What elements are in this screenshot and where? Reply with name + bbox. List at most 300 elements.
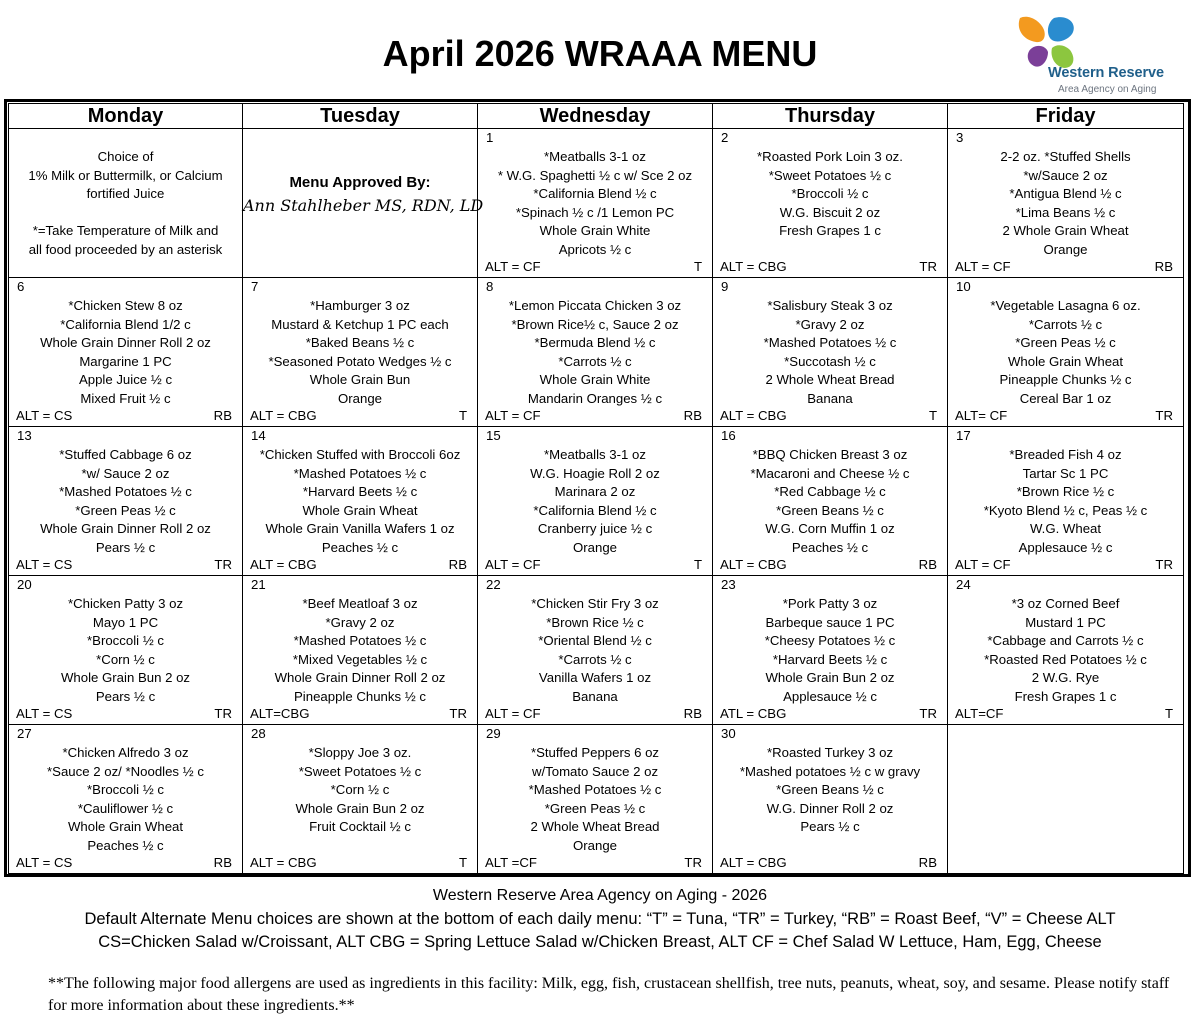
menu-item: Peaches ½ c	[791, 539, 869, 555]
cell-content	[478, 725, 712, 873]
menu-item: w/Tomato Sauce 2 oz	[531, 763, 659, 779]
menu-item: *Sauce 2 oz/ *Noodles ½ c	[47, 763, 204, 779]
menu-items	[249, 595, 471, 706]
approval-label: Menu Approved By:	[289, 174, 431, 191]
menu-item: Orange	[573, 837, 617, 853]
alternate-label: ALT = CF	[485, 557, 541, 572]
cell-content	[478, 129, 712, 277]
menu-items	[954, 595, 1177, 706]
cell-content	[478, 278, 712, 426]
week-row	[9, 576, 1184, 725]
menu-item: *California Blend 1/2 c	[60, 316, 191, 332]
menu-items	[719, 744, 941, 837]
menu-item: Whole Grain Vanilla Wafers 1 oz	[265, 521, 455, 536]
menu-item: Banana	[807, 390, 853, 406]
day-number: 16	[721, 428, 736, 443]
cell-content	[478, 576, 712, 724]
alternate-label: ALT = CBG	[720, 855, 787, 870]
menu-item: *Chicken Stew 8 oz	[68, 298, 183, 313]
alternate-code: T	[1164, 706, 1173, 721]
menu-item: *Pork Patty 3 oz	[782, 596, 878, 611]
day-cell	[478, 576, 713, 725]
menu-calendar	[8, 103, 1184, 874]
day-number: 3	[956, 130, 964, 145]
cell-content	[713, 725, 947, 873]
menu-item: *Broccoli ½ c	[87, 782, 164, 797]
weekday-header-row	[9, 104, 1184, 129]
menu-item: Apricots ½ c	[558, 241, 632, 257]
menu-item: Cranberry juice ½ c	[537, 521, 653, 536]
intro-line: Choice of	[97, 149, 154, 164]
alternate-code: T	[693, 259, 702, 274]
day-cell	[478, 427, 713, 576]
menu-item: Mustard 1 PC	[1025, 614, 1106, 630]
menu-item: *Red Cabbage ½ c	[774, 484, 886, 499]
alternate-label: ALT = CF	[955, 557, 1011, 572]
alternate-label: ALT = CF	[485, 259, 541, 274]
menu-items	[15, 744, 236, 855]
menu-item: *Chicken Stuffed with Broccoli 6oz	[259, 447, 461, 462]
menu-item: Cereal Bar 1 oz	[1019, 390, 1112, 406]
alternate-code: TR	[1155, 557, 1173, 572]
alternate-code: RB	[448, 557, 467, 572]
menu-item: Margarine 1 PC	[79, 353, 172, 369]
weekday-header: Monday	[9, 104, 243, 129]
cell-content	[948, 725, 1183, 873]
alternate-label: ALT = CS	[16, 557, 73, 572]
alternate-code: RB	[1154, 259, 1173, 274]
menu-item: 2 Whole Wheat Bread	[530, 819, 660, 834]
menu-item: 2 W.G. Rye	[1031, 670, 1100, 685]
menu-item: W.G. Wheat	[1029, 521, 1102, 536]
menu-item: Tartar Sc 1 PC	[1022, 465, 1109, 481]
menu-item: Whole Grain Dinner Roll 2 oz	[40, 335, 211, 350]
menu-item: *Baked Beans ½ c	[305, 335, 415, 350]
menu-items	[954, 446, 1177, 557]
menu-items	[484, 446, 706, 557]
alternate-code: RB	[213, 855, 232, 870]
day-number: 1	[486, 130, 494, 145]
alternate-label: ALT =CF	[485, 855, 537, 870]
day-cell	[9, 576, 243, 725]
menu-item: *Corn ½ c	[330, 782, 390, 797]
alternate-code: RB	[683, 706, 702, 721]
menu-item: *Harvard Beets ½ c	[302, 484, 418, 499]
menu-item: *California Blend ½ c	[533, 502, 657, 518]
cell-content	[948, 278, 1183, 426]
menu-item: Marinara 2 oz	[554, 484, 636, 499]
menu-item: *Salisbury Steak 3 oz	[767, 298, 893, 313]
day-number: 23	[721, 577, 736, 592]
day-cell	[478, 725, 713, 874]
menu-items	[15, 446, 236, 557]
intro-cell	[9, 129, 243, 278]
menu-item: *Green Peas ½ c	[75, 502, 176, 518]
menu-item: *w/Sauce 2 oz	[1023, 167, 1108, 183]
menu-item: W.G. Corn Muffin 1 oz	[765, 521, 895, 536]
menu-item: *Mashed potatoes ½ c w gravy	[739, 763, 921, 779]
alternate-code: T	[928, 408, 937, 423]
alternate-code: T	[458, 408, 467, 423]
day-number: 13	[17, 428, 32, 443]
menu-item: Whole Grain White	[539, 223, 651, 238]
day-cell	[713, 129, 948, 278]
menu-item: *Corn ½ c	[96, 651, 155, 667]
menu-items	[719, 595, 941, 706]
day-number: 2	[721, 130, 729, 145]
menu-item: *Brown Rice½ c, Sauce 2 oz	[511, 316, 679, 332]
menu-item: *Stuffed Cabbage 6 oz	[59, 447, 192, 462]
alternate-code: TR	[214, 706, 232, 721]
cell-content	[9, 576, 242, 724]
menu-items	[484, 744, 706, 855]
alternate-code: RB	[918, 557, 937, 572]
day-number: 14	[251, 428, 266, 443]
menu-item: *Meatballs 3-1 oz	[544, 447, 646, 462]
menu-item: 2 Whole Grain Wheat	[1002, 223, 1129, 238]
day-number: 29	[486, 726, 501, 741]
menu-item: Whole Grain Dinner Roll 2 oz	[40, 521, 211, 536]
menu-item: W.G. Dinner Roll 2 oz	[766, 800, 894, 816]
cell-content	[713, 129, 947, 277]
menu-item: *Gravy 2 oz	[325, 614, 395, 630]
menu-item: Whole Grain Bun 2 oz	[765, 670, 895, 685]
cell-content	[9, 427, 242, 575]
dietitian-signature: Ann Stahlheber MS, RDN, LD	[243, 196, 484, 215]
cell-content	[243, 129, 484, 277]
day-number: 20	[17, 577, 32, 592]
footer-alternate-legend: Default Alternate Menu choices are shown at the bottom of each daily menu: “T” = Tuna, “TR” = Turkey, “RB” = Roast Beef, “V” = Cheese ALT	[84, 910, 1116, 928]
menu-item: *Seasoned Potato Wedges ½ c	[268, 353, 452, 369]
alternate-code: TR	[919, 706, 937, 721]
menu-items	[719, 297, 941, 408]
alternate-label: ALT= CF	[955, 408, 1008, 423]
day-number: 21	[251, 577, 266, 592]
menu-item: Peaches ½ c	[87, 837, 164, 853]
cell-content	[713, 576, 947, 724]
menu-item: *Mashed Potatoes ½ c	[293, 465, 427, 481]
menu-item: *Macaroni and Cheese ½ c	[750, 465, 910, 481]
menu-item: *California Blend ½ c	[533, 186, 657, 201]
cell-content	[478, 427, 712, 575]
day-number: 6	[17, 279, 25, 294]
menu-item: *Gravy 2 oz	[795, 316, 865, 332]
menu-item: *Hamburger 3 oz	[310, 298, 410, 313]
menu-item: Whole Grain Wheat	[67, 819, 184, 834]
menu-item: *Stuffed Peppers 6 oz	[530, 745, 660, 760]
petal-orange-icon	[1019, 17, 1045, 42]
menu-item: *Lemon Piccata Chicken 3 oz	[508, 298, 682, 313]
menu-item: *Mixed Vegetables ½ c	[292, 651, 428, 667]
alternate-code: TR	[1155, 408, 1173, 423]
day-number: 9	[721, 279, 729, 294]
menu-item: Fresh Grapes 1 c	[779, 223, 881, 238]
menu-item: Whole Grain Bun 2 oz	[60, 670, 190, 685]
intro-line: *=Take Temperature of Milk and	[32, 223, 219, 238]
alternate-label: ALT = CBG	[720, 259, 787, 274]
day-number: 10	[956, 279, 971, 294]
menu-item: *BBQ Chicken Breast 3 oz	[752, 447, 908, 462]
weekday-header: Thursday	[713, 104, 948, 129]
menu-item: *Meatballs 3-1 oz	[544, 149, 646, 164]
menu-item: Apple Juice ½ c	[78, 372, 173, 387]
day-number: 17	[956, 428, 971, 443]
menu-item: *Mashed Potatoes ½ c	[293, 633, 427, 648]
alternate-label: ALT = CF	[955, 259, 1011, 274]
menu-items	[249, 297, 471, 408]
menu-item: *Roasted Pork Loin 3 oz.	[757, 149, 903, 164]
intro-line: 1% Milk or Buttermilk, or Calcium	[28, 167, 223, 183]
alternate-code: TR	[919, 259, 937, 274]
menu-item: *Beef Meatloaf 3 oz	[302, 596, 418, 611]
menu-item: *Chicken Alfredo 3 oz	[62, 745, 189, 760]
menu-item: Orange	[1043, 241, 1088, 257]
weekday-header: Tuesday	[243, 104, 478, 129]
menu-item: *3 oz Corned Beef	[1011, 596, 1120, 611]
petal-blue-icon	[1048, 17, 1074, 41]
menu-item: *Mashed Potatoes ½ c	[763, 335, 897, 350]
day-cell	[948, 427, 1184, 576]
alternate-code: T	[693, 557, 702, 572]
alternate-code: RB	[213, 408, 232, 423]
menu-item: Pears ½ c	[95, 688, 156, 704]
alternate-label: ATL = CBG	[720, 706, 787, 721]
footer-agency: Western Reserve Area Agency on Aging - 2026	[432, 887, 768, 904]
menu-item: Banana	[572, 688, 618, 704]
day-cell	[948, 129, 1184, 278]
menu-item: Mayo 1 PC	[92, 614, 159, 630]
menu-item: W.G. Biscuit 2 oz	[779, 204, 881, 220]
menu-item: Pears ½ c	[95, 539, 156, 555]
butterfly-logo-icon	[1014, 12, 1084, 72]
week-row	[9, 725, 1184, 874]
alternate-code: TR	[684, 855, 702, 870]
menu-item: *Harvard Beets ½ c	[772, 651, 888, 667]
menu-items	[719, 148, 941, 241]
intro-line: all food proceeded by an asterisk	[28, 241, 223, 257]
menu-item: Whole Grain Wheat	[302, 502, 418, 518]
menu-item: Orange	[338, 390, 382, 406]
menu-items	[249, 446, 471, 557]
menu-item: *w/ Sauce 2 oz	[81, 465, 170, 481]
menu-item: Mustard & Ketchup 1 PC each	[271, 316, 449, 332]
menu-item: Fruit Cocktail ½ c	[309, 819, 411, 834]
day-cell	[948, 278, 1184, 427]
cell-content	[713, 278, 947, 426]
menu-item: *Chicken Patty 3 oz	[67, 596, 184, 611]
alternate-label: ALT=CBG	[250, 706, 310, 721]
cell-content	[9, 725, 242, 873]
day-cell	[243, 427, 478, 576]
day-number: 28	[251, 726, 266, 741]
alternate-code: TR	[449, 706, 467, 721]
menu-item: *Breaded Fish 4 oz	[1009, 447, 1122, 462]
day-cell	[478, 278, 713, 427]
menu-item: *Carrots ½ c	[558, 651, 632, 667]
cell-content	[948, 427, 1183, 575]
week-row	[9, 129, 1184, 278]
allergen-notice: **The following major food allergens are used as ingredients in this facility: Milk, egg, fish, crustacean shellfish, tree nuts, peanuts, wheat, soy, and sesame. Please notify staff for more information about these ingredients.**	[48, 975, 1170, 1014]
menu-items	[719, 446, 941, 557]
menu-item: *Sweet Potatoes ½ c	[298, 763, 422, 779]
day-cell	[9, 725, 243, 874]
alternate-label: ALT = CF	[485, 408, 541, 423]
alternate-code: RB	[918, 855, 937, 870]
menu-item: Whole Grain White	[539, 372, 651, 387]
menu-item: *Vegetable Lasagna 6 oz.	[990, 298, 1141, 313]
menu-item: *Antigua Blend ½ c	[1009, 186, 1122, 201]
weekday-header: Friday	[948, 104, 1184, 129]
menu-item: *Spinach ½ c /1 Lemon PC	[515, 204, 675, 220]
wraaa-logo	[1010, 10, 1190, 95]
alternate-label: ALT = CBG	[250, 408, 317, 423]
menu-items	[249, 744, 471, 837]
menu-item: Applesauce ½ c	[1018, 539, 1113, 555]
menu-items	[954, 148, 1177, 259]
day-cell	[9, 278, 243, 427]
menu-item: *Carrots ½ c	[558, 353, 632, 369]
intro-text	[13, 148, 238, 259]
day-cell	[713, 576, 948, 725]
menu-item: *Oriental Blend ½ c	[538, 633, 652, 648]
menu-item: Whole Grain Bun 2 oz	[295, 800, 425, 816]
approval-cell	[243, 129, 484, 278]
menu-item: *Green Beans ½ c	[776, 502, 884, 518]
day-number: 7	[251, 279, 259, 294]
menu-item: *Succotash ½ c	[784, 353, 876, 369]
alternate-label: ALT = CS	[16, 706, 73, 721]
menu-item: *Chicken Stir Fry 3 oz	[531, 596, 659, 611]
menu-item: *Broccoli ½ c	[791, 186, 869, 201]
alternate-code: TR	[214, 557, 232, 572]
empty-cell	[948, 725, 1184, 874]
menu-items	[484, 148, 706, 259]
menu-item: *Kyoto Blend ½ c, Peas ½ c	[983, 502, 1148, 518]
day-cell	[9, 427, 243, 576]
alternate-label: ALT = CF	[485, 706, 541, 721]
menu-item: *Cauliflower ½ c	[77, 800, 174, 816]
page-title: April 2026 WRAAA MENU	[382, 33, 818, 74]
menu-item: Pineapple Chunks ½ c	[999, 372, 1132, 387]
day-number: 22	[486, 577, 501, 592]
cell-content	[243, 576, 477, 724]
menu-item: *Lima Beans ½ c	[1015, 204, 1116, 220]
day-cell	[478, 129, 713, 278]
menu-item: *Cabbage and Carrots ½ c	[987, 633, 1144, 648]
intro-line: fortified Juice	[86, 186, 165, 201]
day-number: 15	[486, 428, 501, 443]
logo-name: Western Reserve	[1048, 65, 1164, 81]
cell-content	[243, 427, 477, 575]
menu-item: Applesauce ½ c	[783, 688, 877, 704]
day-cell	[243, 725, 478, 874]
cell-content	[9, 129, 242, 277]
menu-item: Vanilla Wafers 1 oz	[538, 670, 652, 685]
cell-content	[9, 278, 242, 426]
menu-item: Pears ½ c	[800, 819, 860, 834]
intro-line	[13, 204, 238, 223]
menu-item: Whole Grain Wheat	[1007, 353, 1124, 369]
menu-item: *Green Peas ½ c	[544, 800, 646, 816]
menu-item: *Mashed Potatoes ½ c	[59, 484, 192, 499]
alternate-label: ALT = CS	[16, 855, 73, 870]
menu-item: *Cheesy Potatoes ½ c	[764, 633, 896, 648]
menu-items	[15, 297, 236, 408]
day-cell	[948, 576, 1184, 725]
alternate-code: RB	[683, 408, 702, 423]
menu-item: *Brown Rice ½ c	[1016, 484, 1115, 499]
menu-item: Peaches ½ c	[321, 539, 399, 555]
menu-item: *Sweet Potatoes ½ c	[768, 167, 892, 183]
day-number: 8	[486, 279, 494, 294]
day-number: 30	[721, 726, 736, 741]
menu-items	[484, 595, 706, 706]
weekday-header: Wednesday	[478, 104, 713, 129]
logo-subtitle: Area Agency on Aging	[1058, 84, 1157, 95]
menu-item: *Green Peas ½ c	[1015, 335, 1116, 350]
day-cell	[713, 278, 948, 427]
menu-items	[484, 297, 706, 408]
day-cell	[243, 278, 478, 427]
approval-block	[243, 173, 484, 217]
menu-item: *Sloppy Joe 3 oz.	[308, 745, 412, 760]
menu-item: *Brown Rice ½ c	[546, 614, 644, 630]
week-row	[9, 278, 1184, 427]
menu-item: * W.G. Spaghetti ½ c w/ Sce 2 oz	[497, 167, 693, 183]
petal-purple-icon	[1028, 46, 1048, 67]
footer-alternate-definitions: CS=Chicken Salad w/Croissant, ALT CBG = Spring Lettuce Salad w/Chicken Breast, ALT CF = Chef Salad W Lettuce, Ham, Egg, Cheese	[98, 933, 1102, 951]
menu-items	[954, 297, 1177, 408]
day-cell	[713, 427, 948, 576]
menu-item: W.G. Hoagie Roll 2 oz	[530, 465, 660, 481]
cell-content	[243, 278, 477, 426]
day-cell	[713, 725, 948, 874]
alternate-label: ALT = CBG	[720, 557, 787, 572]
cell-content	[713, 427, 947, 575]
menu-item: Mixed Fruit ½ c	[80, 390, 171, 406]
alternate-label: ALT = CS	[16, 408, 73, 423]
day-number: 27	[17, 726, 32, 741]
menu-item: Mandarin Oranges ½ c	[527, 390, 663, 406]
menu-item: *Bermuda Blend ½ c	[534, 335, 656, 350]
menu-item: 2 Whole Wheat Bread	[765, 372, 895, 387]
week-row	[9, 427, 1184, 576]
menu-item: 2-2 oz. *Stuffed Shells	[1000, 149, 1131, 164]
cell-content	[243, 725, 477, 873]
cell-content	[948, 576, 1183, 724]
day-number: 24	[956, 577, 971, 592]
menu-item: *Roasted Turkey 3 oz	[766, 745, 894, 760]
menu-item: Orange	[573, 539, 617, 555]
menu-item: Whole Grain Bun	[309, 372, 411, 387]
menu-item: Fresh Grapes 1 c	[1014, 688, 1117, 704]
menu-items	[15, 595, 236, 706]
menu-item: *Carrots ½ c	[1028, 316, 1103, 332]
day-cell	[243, 576, 478, 725]
menu-item: *Broccoli ½ c	[87, 633, 164, 648]
menu-item: *Green Beans ½ c	[776, 782, 884, 797]
alternate-code: T	[458, 855, 467, 870]
alternate-label: ALT = CBG	[720, 408, 787, 423]
alternate-label: ALT = CBG	[250, 855, 317, 870]
menu-item: Barbeque sauce 1 PC	[765, 614, 895, 630]
menu-item: *Roasted Red Potatoes ½ c	[984, 651, 1147, 667]
menu-item: Whole Grain Dinner Roll 2 oz	[274, 670, 446, 685]
menu-item: *Mashed Potatoes ½ c	[528, 782, 662, 797]
cell-content	[948, 129, 1183, 277]
alternate-label: ALT=CF	[955, 706, 1004, 721]
menu-item: Pineapple Chunks ½ c	[294, 688, 426, 704]
